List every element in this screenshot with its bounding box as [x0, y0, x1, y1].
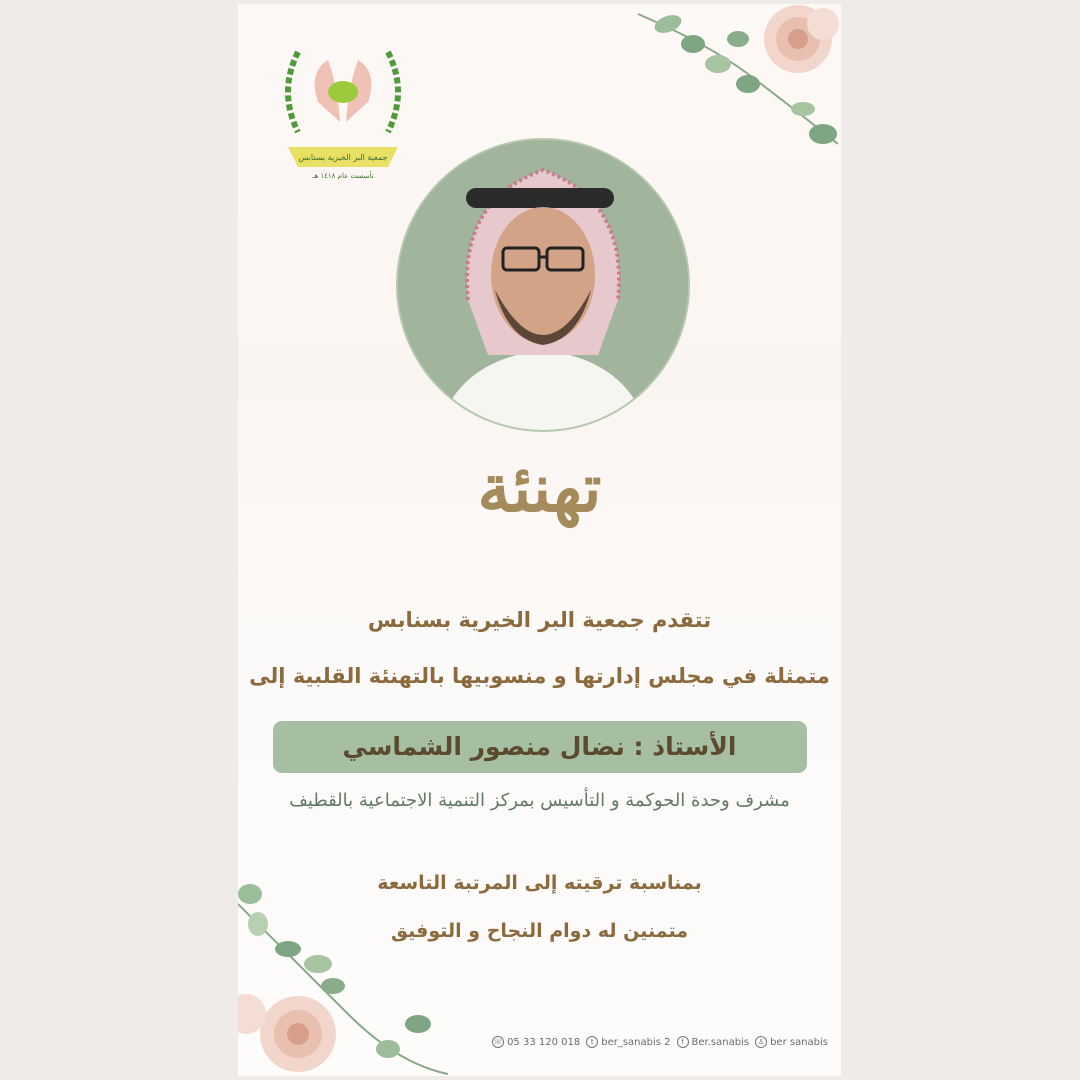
headline: تهنئة: [477, 449, 602, 527]
represented-text: متمثلة في مجلس إدارتها و منسوبيها بالتهنئة القلبية إلى: [249, 664, 830, 688]
snapchat-icon: ♙: [755, 1036, 767, 1048]
contact-snapchat-text: ber sanabis: [770, 1036, 828, 1048]
contact-facebook: [677, 1036, 750, 1048]
phone-icon: ☏: [493, 1038, 503, 1046]
charity-logo: [268, 32, 418, 182]
contact-phone: [492, 1036, 580, 1048]
honoree-portrait: [396, 138, 690, 432]
contact-facebook-text: Ber.sanabis: [691, 1036, 750, 1048]
contact-twitter-text: ber_sanabis 2: [601, 1036, 671, 1048]
twitter-icon: t: [586, 1036, 598, 1048]
contact-footer: [448, 1036, 828, 1048]
contact-snapchat: [755, 1036, 828, 1048]
floral-bottom-left: [238, 874, 448, 1076]
honoree-role: مشرف وحدة الحوكمة و التأسيس بمركز التنمية الاجتماعية بالقطيف: [289, 790, 790, 811]
intro-text: تتقدم جمعية البر الخيرية بسنابس: [367, 608, 712, 632]
logo-ribbon-text: جمعية البر الخيرية بسنابس: [298, 153, 388, 162]
congratulation-card: [238, 4, 841, 1076]
contact-twitter: [586, 1036, 670, 1048]
wish-text: متمنين له دوام النجاح و التوفيق: [391, 920, 688, 942]
facebook-icon: f: [677, 1036, 689, 1048]
logo-founded-text: تأسست عام ١٤١٨ هـ: [312, 172, 374, 180]
contact-phone-text: 05 33 120 018: [507, 1036, 581, 1048]
occasion-text: بمناسبة ترقيته إلى المرتبة التاسعة: [377, 872, 702, 894]
honoree-name: الأستاذ : نضال منصور الشماسي: [342, 732, 737, 761]
floral-top-right: [598, 4, 841, 164]
